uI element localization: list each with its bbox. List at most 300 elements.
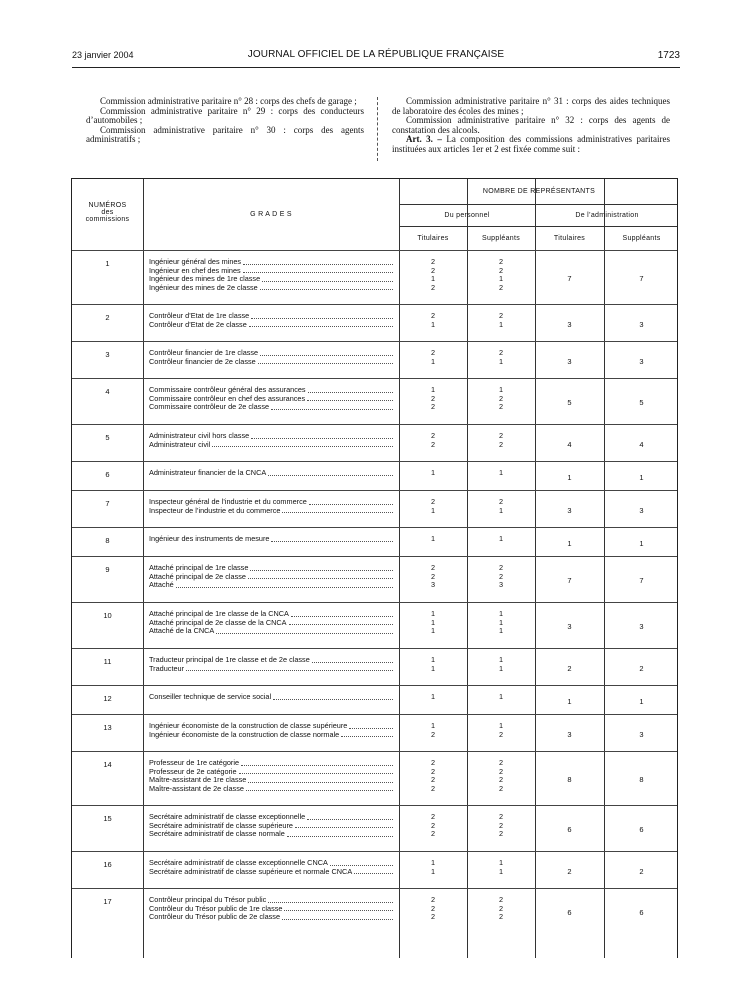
grade-line: [149, 564, 393, 573]
dot-leader: [186, 670, 393, 671]
cell-value: 1: [430, 858, 436, 867]
grade-list: [149, 432, 393, 449]
personnel-suppleants: [467, 722, 535, 739]
commission-number: 5: [105, 433, 110, 442]
dot-leader: [246, 790, 393, 791]
personnel-titulaires: [399, 312, 467, 329]
cell-value: 2: [430, 758, 436, 767]
cell-value: 1: [430, 468, 436, 477]
commission-number: 13: [103, 723, 112, 732]
table-row: [72, 304, 677, 341]
administration-suppleants: 7: [639, 576, 644, 585]
cell-value: 3: [498, 580, 504, 589]
table-row: [72, 851, 677, 888]
cell-value: 1: [498, 356, 504, 366]
personnel-titulaires: [399, 722, 467, 739]
grade-label: Secrétaire administratif de classe supérieure et normale CNCA: [149, 867, 353, 876]
header-rule-line: [399, 204, 677, 205]
dot-leader: [176, 587, 393, 588]
cell-value: 3: [430, 580, 436, 589]
cell-value: 2: [430, 820, 436, 830]
cell-value: 1: [498, 692, 504, 701]
cell-value: 2: [430, 766, 436, 776]
personnel-titulaires: [399, 759, 467, 793]
grade-label: Contrôleur d’Etat de 1re classe: [149, 312, 250, 320]
cell-value: 1: [430, 866, 436, 876]
grade-line: [149, 469, 393, 478]
cell-value: 2: [430, 257, 436, 266]
grade-list: [149, 386, 393, 412]
grade-line: [149, 905, 393, 914]
column-divider: [377, 97, 378, 161]
personnel-suppleants: [467, 656, 535, 673]
cell-value: 1: [430, 505, 436, 515]
grade-list: [149, 535, 393, 544]
grade-line: [149, 258, 393, 267]
administration-suppleants: 6: [639, 825, 644, 834]
commission-number: 16: [103, 860, 112, 869]
cell-value: 2: [498, 282, 504, 292]
grade-label: Secrétaire administratif de classe normale: [149, 830, 285, 838]
grade-list: [149, 610, 393, 636]
administration-titulaires: 3: [567, 357, 572, 366]
administration-titulaires: 3: [567, 622, 572, 631]
table-row: [72, 250, 677, 304]
grade-line: [149, 768, 393, 777]
grade-line: [149, 813, 393, 822]
grade-label: Attaché principal de 1re classe de la CNCA: [149, 610, 289, 618]
cell-value: 2: [430, 829, 436, 838]
dot-leader: [354, 873, 393, 874]
cell-value: 2: [498, 783, 504, 793]
cell-value: 1: [430, 692, 436, 701]
dot-leader: [239, 773, 393, 774]
grade-label: Administrateur financier de la CNCA: [149, 469, 267, 477]
commission-number: 3: [105, 350, 110, 359]
grade-line: [149, 573, 393, 582]
grade-label: Contrôleur principal du Trésor public: [149, 896, 267, 904]
cell-value: 2: [430, 439, 436, 449]
personnel-titulaires: [399, 564, 467, 590]
personnel-titulaires: [399, 813, 467, 839]
cell-value: 2: [498, 563, 504, 572]
cell-value: 2: [498, 758, 504, 767]
dot-leader: [216, 633, 393, 634]
grade-line: [149, 859, 393, 868]
table-row: [72, 602, 677, 648]
table-row: [72, 685, 677, 714]
dot-leader: [248, 782, 393, 783]
grade-label: Attaché principal de 2e classe de la CNCA: [149, 618, 287, 627]
grade-list: [149, 498, 393, 515]
grade-line: [149, 284, 393, 293]
dot-leader: [250, 570, 393, 571]
grade-line: [149, 507, 393, 516]
commission-number: 15: [103, 814, 112, 823]
grade-label: Commissaire contrôleur général des assurances: [149, 386, 306, 394]
administration-suppleants: 3: [639, 506, 644, 515]
administration-suppleants: 6: [639, 908, 644, 917]
dot-leader: [308, 392, 393, 393]
header-titulaires: Titulaires: [417, 235, 449, 242]
cell-value: 2: [498, 257, 504, 266]
dot-leader: [212, 446, 393, 447]
grade-line: [149, 722, 393, 731]
commission-number: 17: [103, 897, 112, 906]
cell-value: 2: [430, 903, 436, 913]
grade-label: Traducteur principal de 1re classe et de 2e classe: [149, 656, 310, 664]
administration-suppleants: 3: [639, 320, 644, 329]
cell-value: 2: [430, 571, 436, 581]
table-row: [72, 888, 677, 934]
dot-leader: [295, 827, 393, 828]
header-rule-line: [399, 226, 677, 227]
dot-leader: [312, 662, 393, 663]
administration-suppleants: 2: [639, 867, 644, 876]
personnel-suppleants: [467, 759, 535, 793]
administration-titulaires: 6: [567, 825, 572, 834]
administration-suppleants: 8: [639, 775, 644, 784]
grade-list: [149, 693, 393, 702]
personnel-suppleants: [467, 564, 535, 590]
grade-label: Administrateur civil hors classe: [149, 432, 250, 440]
commission-number: 14: [103, 760, 112, 769]
cell-value: 1: [430, 721, 436, 730]
cell-value: 1: [498, 663, 504, 673]
administration-suppleants: 1: [639, 473, 644, 482]
cell-value: 2: [498, 775, 504, 784]
cell-value: 1: [430, 663, 436, 673]
grade-line: [149, 535, 393, 544]
cell-value: 2: [430, 895, 436, 904]
grade-label: Attaché de la CNCA: [149, 627, 215, 635]
personnel-suppleants: [467, 258, 535, 292]
grade-line: [149, 776, 393, 785]
grade-label: Maître-assistant de 1re classe: [149, 776, 247, 784]
cell-value: 2: [498, 402, 504, 411]
commission-number: 6: [105, 470, 110, 479]
cell-value: 2: [498, 903, 504, 913]
dot-leader: [307, 819, 393, 820]
header-administration: De l’administration: [575, 212, 639, 219]
cell-value: 1: [430, 356, 436, 366]
grade-line: [149, 441, 393, 450]
cell-value: 2: [430, 282, 436, 292]
commission-number: 4: [105, 387, 110, 396]
dot-leader: [349, 728, 393, 729]
commission-number: 12: [103, 694, 112, 703]
grade-label: Contrôleur du Trésor public de 2e classe: [149, 913, 281, 921]
grade-line: [149, 403, 393, 412]
personnel-suppleants: [467, 498, 535, 515]
dot-leader: [273, 699, 393, 700]
cell-value: 2: [430, 812, 436, 821]
cell-value: 2: [430, 402, 436, 411]
cell-value: 2: [430, 265, 436, 275]
grade-line: [149, 830, 393, 839]
administration-suppleants: 1: [639, 539, 644, 548]
cell-value: 2: [498, 895, 504, 904]
intro-left-column: [86, 97, 364, 145]
personnel-suppleants: [467, 859, 535, 876]
cell-value: 2: [498, 829, 504, 838]
intro-paragraph: Commission administrative paritaire n° 30 : corps des agents administratifs ;: [86, 124, 364, 145]
grade-label: Ingénieur des mines de 2e classe: [149, 283, 258, 292]
table-row: [72, 805, 677, 851]
personnel-titulaires: [399, 432, 467, 449]
cell-value: 2: [430, 431, 436, 440]
dot-leader: [289, 624, 394, 625]
cell-value: 2: [430, 912, 436, 921]
grade-line: [149, 656, 393, 665]
commission-number: 8: [105, 536, 110, 545]
table-row: [72, 556, 677, 602]
article-paragraph: [392, 135, 670, 154]
grade-list: [149, 312, 393, 329]
cell-value: 1: [430, 617, 436, 627]
grade-list: [149, 469, 393, 478]
cell-value: 2: [430, 783, 436, 793]
administration-suppleants: 7: [639, 274, 644, 283]
dot-leader: [271, 541, 393, 542]
personnel-titulaires: [399, 656, 467, 673]
grade-list: [149, 349, 393, 366]
grade-line: [149, 395, 393, 404]
grade-list: [149, 564, 393, 590]
cell-value: 2: [498, 729, 504, 739]
grade-line: [149, 913, 393, 922]
table-row: [72, 461, 677, 490]
commission-number: 11: [103, 657, 112, 666]
dot-leader: [251, 438, 393, 439]
dot-leader: [271, 409, 393, 410]
intro-text: [86, 97, 672, 163]
cell-value: 2: [430, 348, 436, 357]
cell-value: 2: [498, 497, 504, 506]
grade-line: [149, 693, 393, 702]
table-row: [72, 490, 677, 527]
grade-line: [149, 312, 393, 321]
commission-number: 2: [105, 313, 110, 322]
cell-value: 1: [498, 468, 504, 477]
administration-suppleants: 1: [639, 697, 644, 706]
header-personnel: Du personnel: [444, 212, 490, 219]
grade-line: [149, 896, 393, 905]
cell-value: 1: [430, 274, 436, 283]
personnel-titulaires: [399, 896, 467, 922]
header-rule: [72, 67, 680, 68]
table-row: [72, 714, 677, 751]
cell-value: 1: [498, 721, 504, 730]
dot-leader: [341, 736, 393, 737]
administration-titulaires: 1: [567, 697, 572, 706]
header-suppleants: Suppléants: [622, 235, 661, 242]
cell-value: 2: [498, 766, 504, 776]
header-grades: G R A D E S: [250, 211, 292, 218]
administration-suppleants: 3: [639, 357, 644, 366]
personnel-suppleants: [467, 469, 535, 478]
header-titulaires: Titulaires: [553, 235, 586, 242]
cell-value: 1: [498, 505, 504, 515]
commission-number: 7: [105, 499, 110, 508]
cell-value: 1: [498, 866, 504, 876]
dot-leader: [248, 578, 393, 579]
cell-value: 1: [498, 626, 504, 635]
personnel-suppleants: [467, 312, 535, 329]
cell-value: 1: [498, 319, 504, 329]
grade-label: Maître-assistant de 2e classe: [149, 784, 244, 793]
personnel-titulaires: [399, 610, 467, 636]
cell-value: 2: [430, 393, 436, 403]
cell-value: 1: [430, 319, 436, 329]
administration-suppleants: 3: [639, 622, 644, 631]
dot-leader: [258, 363, 393, 364]
grade-label: Commissaire contrôleur en chef des assurances: [149, 394, 306, 403]
cell-value: 2: [430, 311, 436, 320]
commission-number: 1: [105, 259, 110, 268]
cell-value: 2: [498, 348, 504, 357]
cell-value: 1: [498, 655, 504, 664]
grade-line: [149, 610, 393, 619]
personnel-titulaires: [399, 349, 467, 366]
cell-value: 2: [498, 265, 504, 275]
table-row: [72, 751, 677, 805]
intro-paragraph: Commission administrative paritaire n° 31 : corps des aides techniques de laboratoire des écoles des mines ;: [392, 96, 670, 116]
cell-value: 1: [430, 655, 436, 664]
grade-label: Ingénieur économiste de la construction de classe supérieure: [149, 722, 348, 730]
grade-line: [149, 731, 393, 740]
header-date: 23 janvier 2004: [72, 50, 134, 60]
grade-list: [149, 759, 393, 793]
cell-value: 2: [498, 431, 504, 440]
grade-label: Contrôleur financier de 2e classe: [149, 357, 256, 366]
grade-list: [149, 722, 393, 739]
administration-titulaires: 4: [567, 440, 572, 449]
administration-titulaires: 3: [567, 320, 572, 329]
administration-titulaires: 1: [567, 473, 572, 482]
grade-label: Conseiller technique de service social: [149, 693, 272, 701]
dot-leader: [287, 836, 393, 837]
table-row: [72, 527, 677, 556]
grade-label: Commissaire contrôleur de 2e classe: [149, 403, 270, 411]
personnel-suppleants: [467, 349, 535, 366]
grade-label: Attaché principal de 2e classe: [149, 572, 246, 581]
cell-value: 1: [498, 534, 504, 543]
personnel-titulaires: [399, 535, 467, 544]
grade-label: Ingénieur général des mines: [149, 258, 242, 266]
dot-leader: [249, 326, 393, 327]
dot-leader: [260, 355, 393, 356]
administration-suppleants: 4: [639, 440, 644, 449]
grade-line: [149, 386, 393, 395]
page-header: [72, 46, 680, 66]
grade-label: Traducteur: [149, 664, 185, 673]
grade-label: Ingénieur des instruments de mesure: [149, 535, 270, 543]
grade-line: [149, 498, 393, 507]
personnel-suppleants: [467, 432, 535, 449]
personnel-suppleants: [467, 386, 535, 412]
grade-label: Inspecteur général de l’industrie et du commerce: [149, 498, 307, 506]
header-numeros: NUMÉROS des commissions: [85, 202, 130, 223]
page-number: 1723: [657, 50, 680, 61]
personnel-titulaires: [399, 693, 467, 702]
dot-leader: [282, 512, 393, 513]
grade-label: Ingénieur des mines de 1re classe: [149, 275, 261, 283]
grade-line: [149, 349, 393, 358]
administration-suppleants: 2: [639, 664, 644, 673]
dot-leader: [268, 475, 393, 476]
grade-label: Contrôleur du Trésor public de 1re classe: [149, 904, 283, 913]
table-row: [72, 378, 677, 424]
grade-list: [149, 656, 393, 673]
journal-title: JOURNAL OFFICIEL DE LA RÉPUBLIQUE FRANÇAISE: [247, 49, 505, 60]
cell-value: 2: [498, 812, 504, 821]
grade-label: Attaché: [149, 581, 174, 589]
dot-leader: [243, 264, 393, 265]
cell-value: 1: [430, 534, 436, 543]
grade-list: [149, 258, 393, 292]
grade-line: [149, 822, 393, 831]
grade-line: [149, 321, 393, 330]
grade-label: Professeur de 2e catégorie: [149, 767, 237, 776]
personnel-titulaires: [399, 498, 467, 515]
administration-titulaires: 2: [567, 867, 572, 876]
personnel-suppleants: [467, 896, 535, 922]
cell-value: 2: [430, 497, 436, 506]
grade-line: [149, 665, 393, 674]
cell-value: 2: [498, 311, 504, 320]
intro-paragraph: Commission administrative paritaire n° 28 : corps des chefs de garage ;: [100, 96, 357, 106]
personnel-suppleants: [467, 813, 535, 839]
intro-right-column: [392, 97, 670, 155]
header-nombre: NOMBRE DE REPRÉSENTANTS: [482, 188, 596, 195]
dot-leader: [268, 902, 393, 903]
administration-titulaires: 5: [567, 398, 572, 407]
commission-number: 10: [103, 611, 112, 620]
grade-line: [149, 432, 393, 441]
personnel-titulaires: [399, 386, 467, 412]
grade-label: Ingénieur économiste de la construction de classe normale: [149, 730, 340, 739]
table-row: [72, 648, 677, 685]
personnel-suppleants: [467, 693, 535, 702]
cell-value: 2: [430, 563, 436, 572]
grade-list: [149, 859, 393, 876]
grade-label: Professeur de 1re catégorie: [149, 759, 240, 767]
cell-value: 1: [498, 274, 504, 283]
dot-leader: [241, 765, 393, 766]
grade-line: [149, 275, 393, 284]
cell-value: 2: [498, 820, 504, 830]
grade-line: [149, 358, 393, 367]
intro-paragraph: Commission administrative paritaire n° 32 : corps des agents de constatation des alcools.: [392, 115, 670, 135]
personnel-titulaires: [399, 469, 467, 478]
grade-label: Ingénieur en chef des mines: [149, 266, 241, 275]
cell-value: 2: [498, 393, 504, 403]
grade-label: Attaché principal de 1re classe: [149, 564, 249, 572]
administration-titulaires: 2: [567, 664, 572, 673]
dot-leader: [284, 910, 393, 911]
table-row: [72, 341, 677, 378]
dot-leader: [282, 919, 393, 920]
administration-titulaires: 7: [567, 576, 572, 585]
grade-label: Inspecteur de l’industrie et du commerce: [149, 506, 281, 515]
administration-titulaires: 1: [567, 539, 572, 548]
administration-titulaires: 6: [567, 908, 572, 917]
dot-leader: [330, 865, 393, 866]
grade-line: [149, 581, 393, 590]
cell-value: 2: [498, 571, 504, 581]
header-suppleants: Suppléants: [481, 235, 521, 242]
